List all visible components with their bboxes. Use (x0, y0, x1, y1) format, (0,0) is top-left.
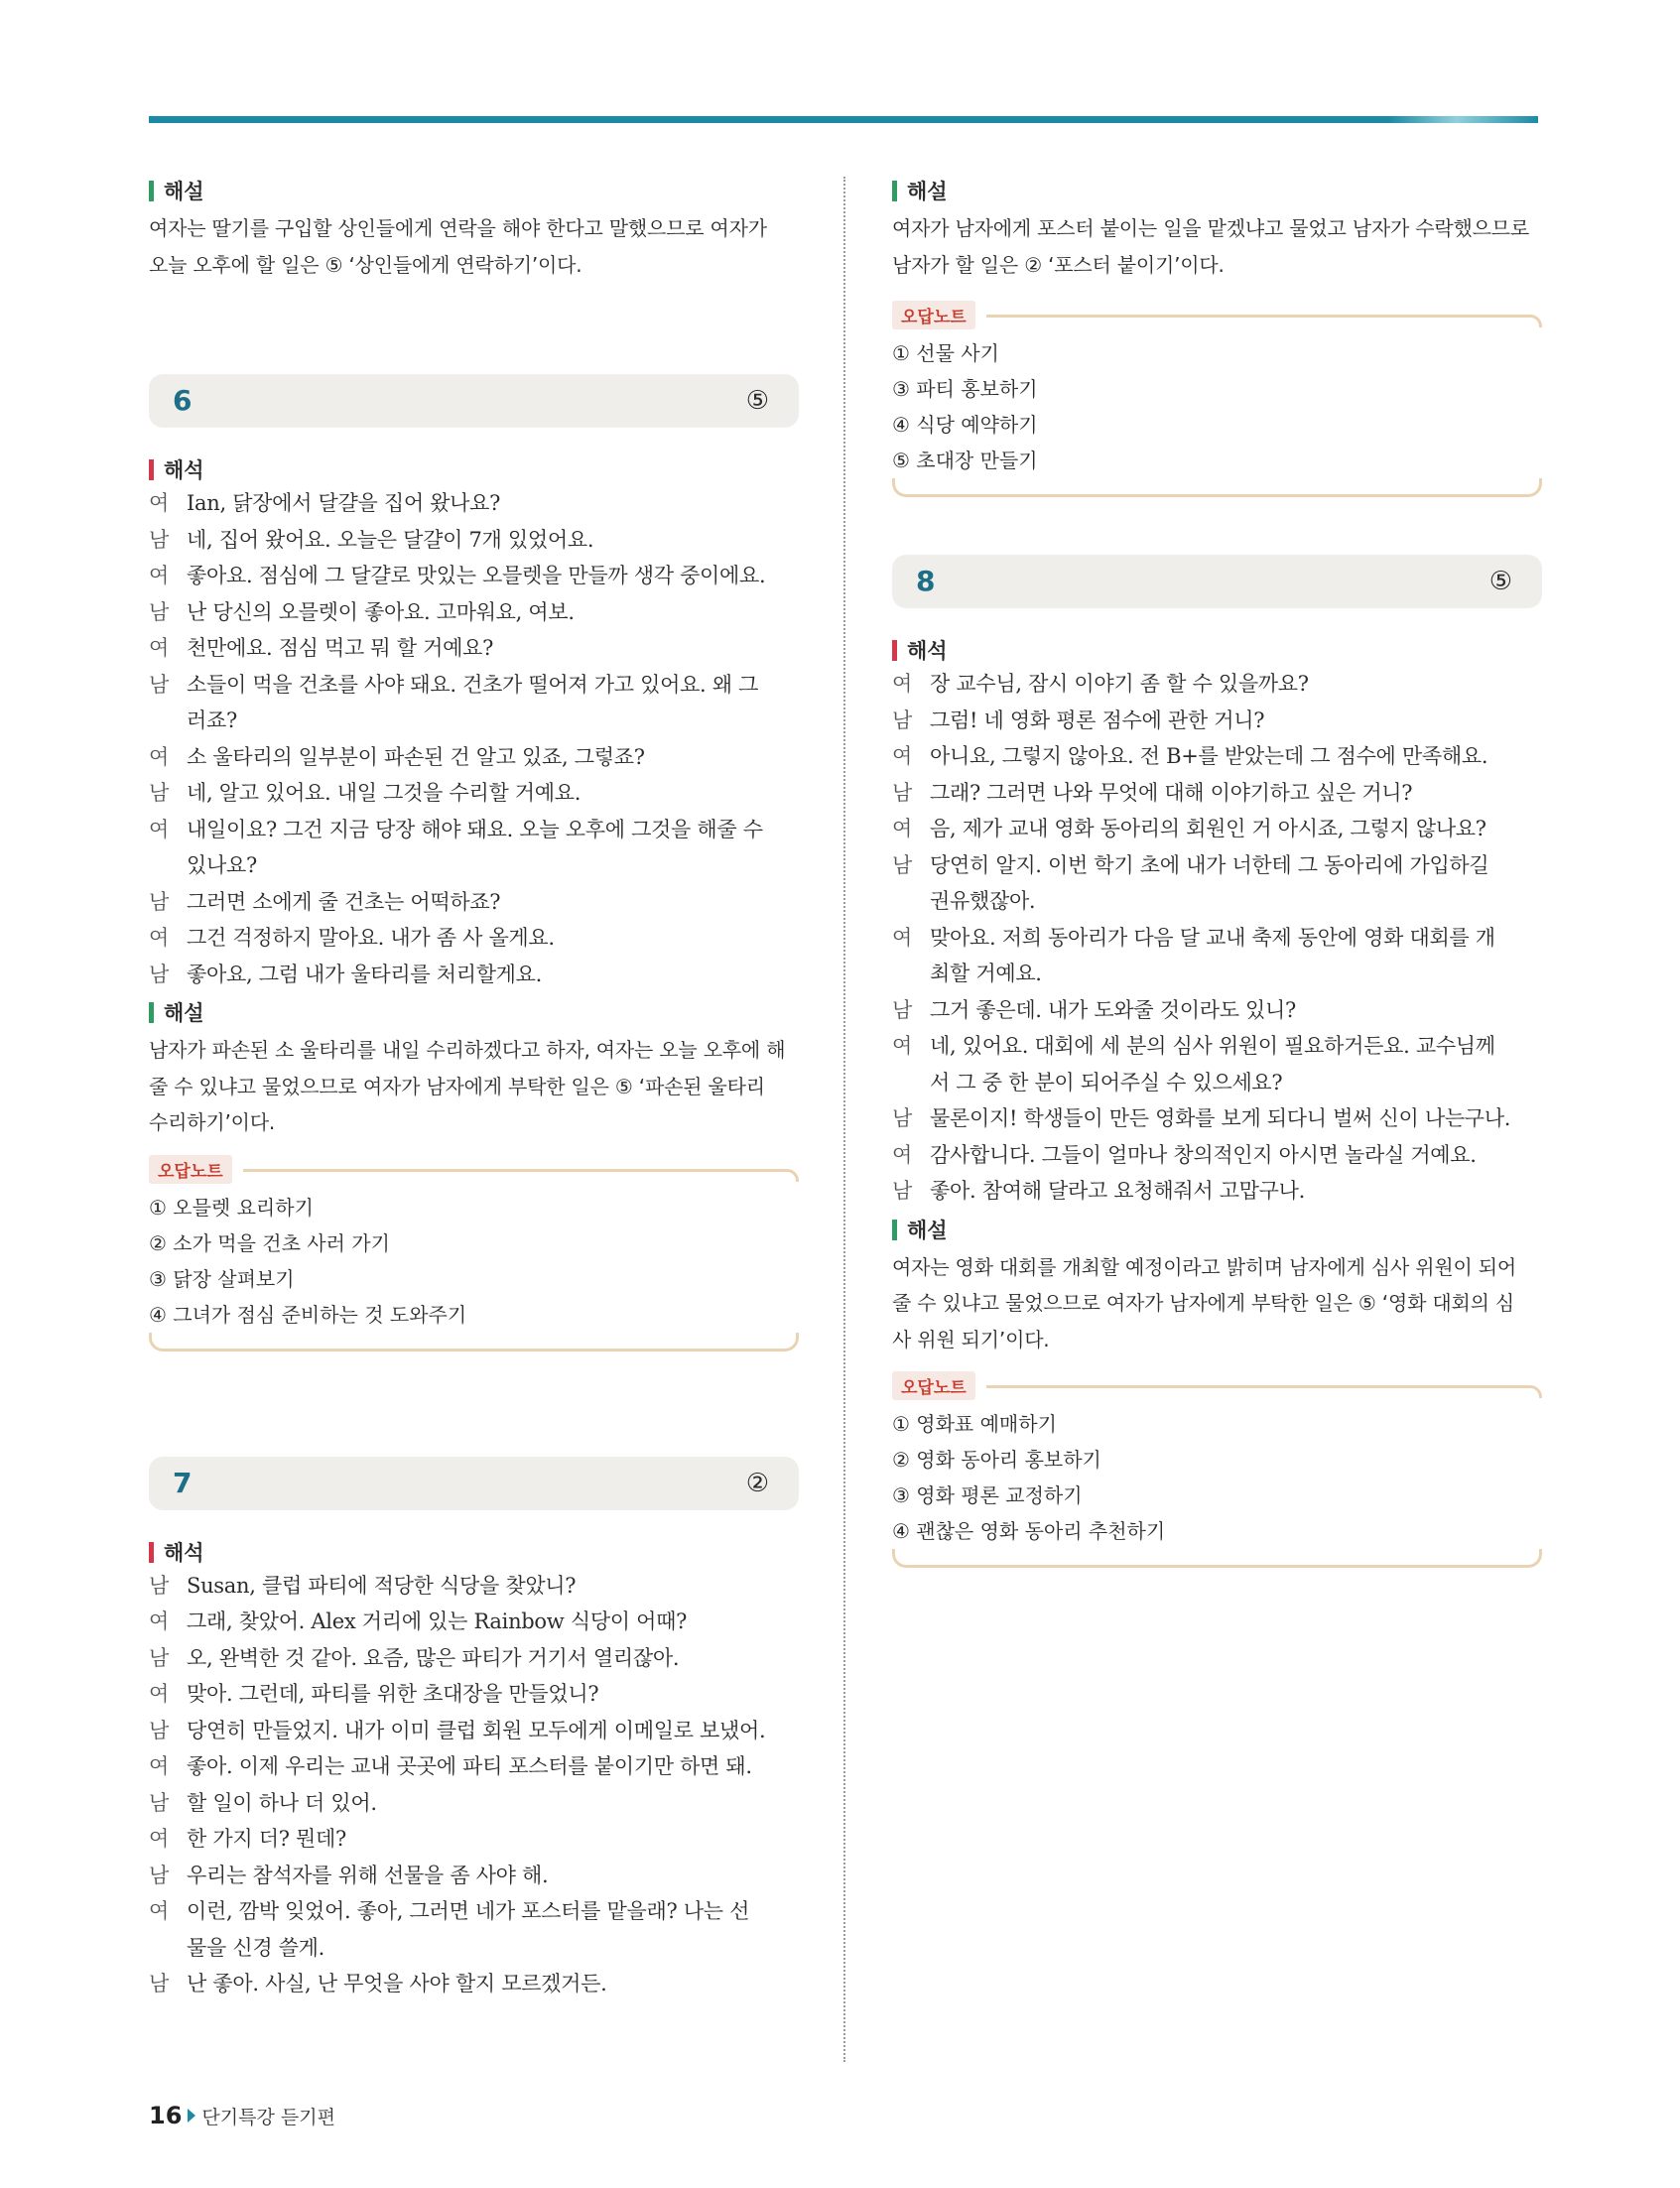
dialogue-line (149, 1604, 799, 1640)
speaker-label: 남 (892, 1106, 912, 1130)
list-item: ③ 닭장 살펴보기 (149, 1266, 295, 1291)
list-item: ① 선물 사기 (892, 341, 999, 365)
dialogue-line (149, 775, 799, 812)
dialogue-line (149, 812, 799, 884)
dialogue-line (149, 957, 799, 993)
note-border (892, 1549, 1542, 1568)
dialogue-line (892, 1137, 1542, 1174)
speaker-label: 여 (149, 1682, 169, 1706)
dialogue-line (149, 1858, 799, 1894)
speaker-label: 여 (149, 1899, 169, 1923)
label-marker (149, 1002, 154, 1023)
speaker-label: 남 (149, 962, 169, 986)
dialogue-line (149, 558, 799, 594)
label-marker (149, 181, 154, 201)
list-item: ④ 식당 예약하기 (892, 413, 1038, 437)
speaker-label: 남 (149, 1718, 169, 1742)
dialogue-line (892, 811, 1542, 847)
haeseol-text: 여자는 영화 대회를 개최할 예정이라고 밝히며 남자에게 심사 위원이 되어 줄 수 있냐고 물었으므로 여자가 남자에게 부탁한 일은 ⑤ ‘영화 대회의 심 사 위원 되기’이다. (892, 1254, 1517, 1351)
speaker-label: 여 (149, 926, 169, 950)
speaker-label: 여 (149, 491, 169, 515)
dialogue-text: 난 좋아. 사실, 난 무엇을 사야 할지 모르겠거든. (187, 1972, 607, 1995)
haeseol-text: 남자가 파손된 소 울타리를 내일 수리하겠다고 하자, 여자는 오늘 오후에 해 줄 수 있냐고 물었으므로 여자가 남자에게 부탁한 일은 ⑤ ‘파손된 울타리 수리하기’이다. (149, 1038, 786, 1134)
page-number: 16 (149, 2102, 183, 2129)
speaker-label: 여 (149, 1609, 169, 1633)
dialogue-line (149, 920, 799, 957)
dialogue-text: 물론이지! 학생들이 만든 영화를 보게 되다니 벌써 신이 나는구나. (930, 1106, 1511, 1130)
dialogue-text: 서 그 중 한 분이 되어주실 수 있으세요? (930, 1070, 1283, 1094)
label-marker (892, 181, 897, 201)
dialogue-text: 그건 걱정하지 말아요. 내가 좀 사 올게요. (187, 926, 555, 950)
haeseol-label: 해설 (149, 177, 799, 206)
dialogue-text: 아니요, 그렇지 않아요. 전 B+를 받았는데 그 점수에 만족해요. (930, 744, 1488, 768)
dialogue-line (149, 1966, 799, 2002)
haeseol-label: 해설 (149, 998, 799, 1028)
list-item: ① 영화표 예매하기 (892, 1412, 1057, 1436)
speaker-label: 남 (149, 1790, 169, 1815)
dialogue-text: 오, 완벽한 것 같아. 요즘, 많은 파티가 거기서 열리잖아. (187, 1645, 680, 1670)
dialogue-text: 네, 집어 왔어요. 오늘은 달걀이 7개 있었어요. (187, 527, 594, 552)
page-footer (149, 2102, 335, 2129)
right-column (892, 177, 1542, 1568)
dialogue-text: 천만에요. 점심 먹고 뭐 할 거예요? (187, 636, 494, 660)
list-item: ③ 파티 홍보하기 (892, 377, 1038, 401)
dialogue-text: 좋아. 이제 우리는 교내 곳곳에 파티 포스터를 붙이기만 하면 돼. (187, 1754, 752, 1778)
speaker-label: 남 (149, 599, 169, 624)
dialogue-text: 당연히 알지. 이번 학기 초에 내가 너한테 그 동아리에 가입하길 (930, 852, 1489, 877)
dialogue-text: 그래, 찾았어. Alex 거리에 있는 Rainbow 식당이 어때? (187, 1609, 688, 1633)
odap-note-7 (892, 299, 1542, 497)
speaker-label: 여 (149, 564, 169, 587)
dialogue-6 (149, 485, 799, 992)
haeseok-label: 해석 (149, 455, 799, 485)
dialogue-line (892, 992, 1542, 1029)
dialogue-text: 네, 있어요. 대회에 세 분의 심사 위원이 필요하거든요. 교수님께 (930, 1034, 1495, 1058)
dialogue-text: 좋아요. 점심에 그 달걀로 맛있는 오믈렛을 만들까 생각 중이에요. (187, 564, 766, 587)
speaker-label: 남 (892, 852, 912, 877)
dialogue-line (892, 666, 1542, 703)
haeseol-text: 여자가 남자에게 포스터 붙이는 일을 맡겠냐고 물었고 남자가 수락했으므로 남자가 할 일은 ② ‘포스터 붙이기’이다. (892, 216, 1529, 277)
speaker-label: 여 (149, 636, 169, 660)
dialogue-text: 이런, 깜박 잊었어. 좋아, 그러면 네가 포스터를 맡을래? 나는 선 (187, 1899, 750, 1923)
speaker-label: 남 (149, 781, 169, 805)
dialogue-text: 최할 거예요. (930, 962, 1042, 985)
haeseol-label: 해설 (892, 1216, 1542, 1245)
list-item: ⑤ 초대장 만들기 (892, 449, 1038, 472)
dialogue-line (149, 1713, 799, 1749)
note-border (149, 1333, 799, 1351)
label-marker (892, 1220, 897, 1240)
dialogue-text: 그럼! 네 영화 평론 점수에 관한 거니? (930, 708, 1265, 732)
odap-list (892, 329, 1542, 478)
list-item: ④ 그녀가 점심 준비하는 것 도와주기 (149, 1302, 467, 1327)
answer-choice: ⑤ (1488, 567, 1512, 596)
dialogue-text: 음, 제가 교내 영화 동아리의 회원인 거 아시죠, 그렇지 않나요? (930, 817, 1486, 840)
speaker-label: 여 (892, 1034, 912, 1058)
dialogue-line (149, 1785, 799, 1822)
dialogue-line (149, 1821, 799, 1858)
list-item: ④ 괜찮은 영화 동아리 추천하기 (892, 1519, 1166, 1543)
top-accent-bar (149, 116, 1538, 123)
odap-list (149, 1184, 799, 1333)
note-border (986, 315, 1542, 327)
haeseol-label: 해설 (892, 177, 1542, 206)
speaker-label: 여 (892, 744, 912, 768)
odap-note-6 (149, 1153, 799, 1351)
dialogue-line (892, 775, 1542, 812)
odap-tag: 오답노트 (892, 1371, 975, 1400)
dialogue-line (149, 630, 799, 667)
speaker-label: 여 (149, 1754, 169, 1778)
question-header-7 (149, 1457, 799, 1510)
dialogue-text: 그러면 소에게 줄 건초는 어떡하죠? (187, 889, 501, 914)
dialogue-line (149, 667, 799, 739)
list-item: ① 오믈렛 요리하기 (149, 1195, 314, 1220)
question-number: 6 (173, 384, 193, 417)
dialogue-line (892, 1028, 1542, 1100)
dialogue-line (149, 1748, 799, 1785)
question-header-6 (149, 374, 799, 428)
question-header-8 (892, 555, 1542, 608)
label-marker (149, 459, 154, 480)
odap-tag: 오답노트 (892, 301, 975, 329)
speaker-label: 여 (149, 1827, 169, 1851)
dialogue-line (149, 594, 799, 631)
triangle-icon (188, 2109, 195, 2123)
speaker-label: 남 (149, 672, 169, 697)
left-column (149, 177, 799, 2002)
dialogue-line (149, 1893, 799, 1966)
speaker-label: 남 (892, 780, 912, 805)
speaker-label: 남 (892, 708, 912, 732)
dialogue-line (149, 884, 799, 921)
dialogue-line (892, 1100, 1542, 1137)
dialogue-line (892, 847, 1542, 920)
list-item: ② 소가 먹을 건초 사러 가기 (149, 1230, 390, 1255)
dialogue-text: 소 울타리의 일부분이 파손된 건 알고 있죠, 그렇죠? (187, 744, 645, 769)
dialogue-text: Susan, 클럽 파티에 적당한 식당을 찾았니? (187, 1573, 577, 1598)
odap-list (892, 1400, 1542, 1549)
label-marker (149, 1542, 154, 1563)
speaker-label: 여 (892, 817, 912, 840)
speaker-label: 남 (149, 889, 169, 914)
dialogue-text: 네, 알고 있어요. 내일 그것을 수리할 거예요. (187, 781, 582, 805)
note-border (986, 1385, 1542, 1398)
book-title: 단기특강 듣기편 (201, 2107, 335, 2128)
dialogue-text: 좋아. 참여해 달라고 요청해줘서 고맙구나. (930, 1179, 1306, 1203)
dialogue-line (149, 485, 799, 522)
dialogue-line (149, 1676, 799, 1713)
dialogue-text: 우리는 참석자를 위해 선물을 좀 사야 해. (187, 1863, 549, 1887)
dialogue-text: 그거 좋은데. 내가 도와줄 것이라도 있니? (930, 997, 1296, 1022)
speaker-label: 남 (149, 1645, 169, 1670)
haeseol-text: 여자는 딸기를 구입할 상인들에게 연락을 해야 한다고 말했으므로 여자가 오늘 오후에 할 일은 ⑤ ‘상인들에게 연락하기’이다. (149, 216, 767, 277)
dialogue-line (149, 522, 799, 559)
dialogue-text: 내일이요? 그건 지금 당장 해야 돼요. 오늘 오후에 그것을 해줄 수 (187, 817, 763, 841)
dialogue-text: 맞아. 그런데, 파티를 위한 초대장을 만들었니? (187, 1682, 599, 1706)
speaker-label: 여 (892, 1142, 912, 1167)
odap-tag: 오답노트 (149, 1155, 232, 1184)
dialogue-text: 물을 신경 쓸게. (187, 1935, 325, 1960)
note-border (243, 1169, 799, 1182)
dialogue-7 (149, 1568, 799, 2002)
odap-note-8 (892, 1369, 1542, 1568)
dialogue-text: 러죠? (187, 708, 237, 732)
dialogue-8 (892, 666, 1542, 1210)
speaker-label: 여 (149, 744, 169, 769)
column-divider (843, 177, 845, 2062)
dialogue-text: 장 교수님, 잠시 이야기 좀 할 수 있을까요? (930, 672, 1309, 696)
dialogue-text: Ian, 닭장에서 달걀을 집어 왔나요? (187, 491, 501, 515)
dialogue-line (892, 738, 1542, 775)
label-marker (892, 640, 897, 661)
note-border (892, 478, 1542, 497)
dialogue-line (149, 1568, 799, 1605)
haeseok-label: 해석 (149, 1538, 799, 1568)
dialogue-text: 좋아요, 그럼 내가 울타리를 처리할게요. (187, 962, 543, 986)
dialogue-text: 권유했잖아. (930, 889, 1036, 913)
answer-choice: ② (745, 1468, 769, 1498)
speaker-label: 여 (149, 817, 169, 841)
dialogue-text: 난 당신의 오믈렛이 좋아요. 고마워요, 여보. (187, 599, 575, 624)
speaker-label: 남 (149, 1573, 169, 1598)
answer-choice: ⑤ (745, 386, 769, 416)
dialogue-line (149, 1640, 799, 1677)
speaker-label: 남 (892, 997, 912, 1022)
speaker-label: 남 (149, 527, 169, 552)
list-item: ③ 영화 평론 교정하기 (892, 1483, 1083, 1507)
speaker-label: 남 (892, 1179, 912, 1203)
speaker-label: 남 (149, 1972, 169, 1995)
question-number: 8 (916, 565, 936, 597)
dialogue-line (892, 920, 1542, 992)
dialogue-line (892, 703, 1542, 739)
dialogue-text: 소들이 먹을 건초를 사야 돼요. 건초가 떨어져 가고 있어요. 왜 그 (187, 672, 759, 697)
dialogue-text: 한 가지 더? 뭔데? (187, 1827, 346, 1851)
dialogue-text: 있나요? (187, 853, 257, 877)
speaker-label: 여 (892, 925, 912, 950)
dialogue-text: 감사합니다. 그들이 얼마나 창의적인지 아시면 놀라실 거예요. (930, 1142, 1477, 1167)
question-number: 7 (173, 1466, 193, 1499)
dialogue-line (892, 1173, 1542, 1210)
speaker-label: 여 (892, 672, 912, 696)
dialogue-text: 당연히 만들었지. 내가 이미 클럽 회원 모두에게 이메일로 보냈어. (187, 1718, 766, 1742)
list-item: ② 영화 동아리 홍보하기 (892, 1448, 1101, 1472)
dialogue-text: 맞아요. 저희 동아리가 다음 달 교내 축제 동안에 영화 대회를 개 (930, 925, 1495, 950)
dialogue-text: 그래? 그러면 나와 무엇에 대해 이야기하고 싶은 거니? (930, 780, 1413, 805)
speaker-label: 남 (149, 1863, 169, 1887)
dialogue-text: 할 일이 하나 더 있어. (187, 1790, 377, 1815)
dialogue-line (149, 739, 799, 776)
haeseok-label: 해석 (892, 636, 1542, 666)
